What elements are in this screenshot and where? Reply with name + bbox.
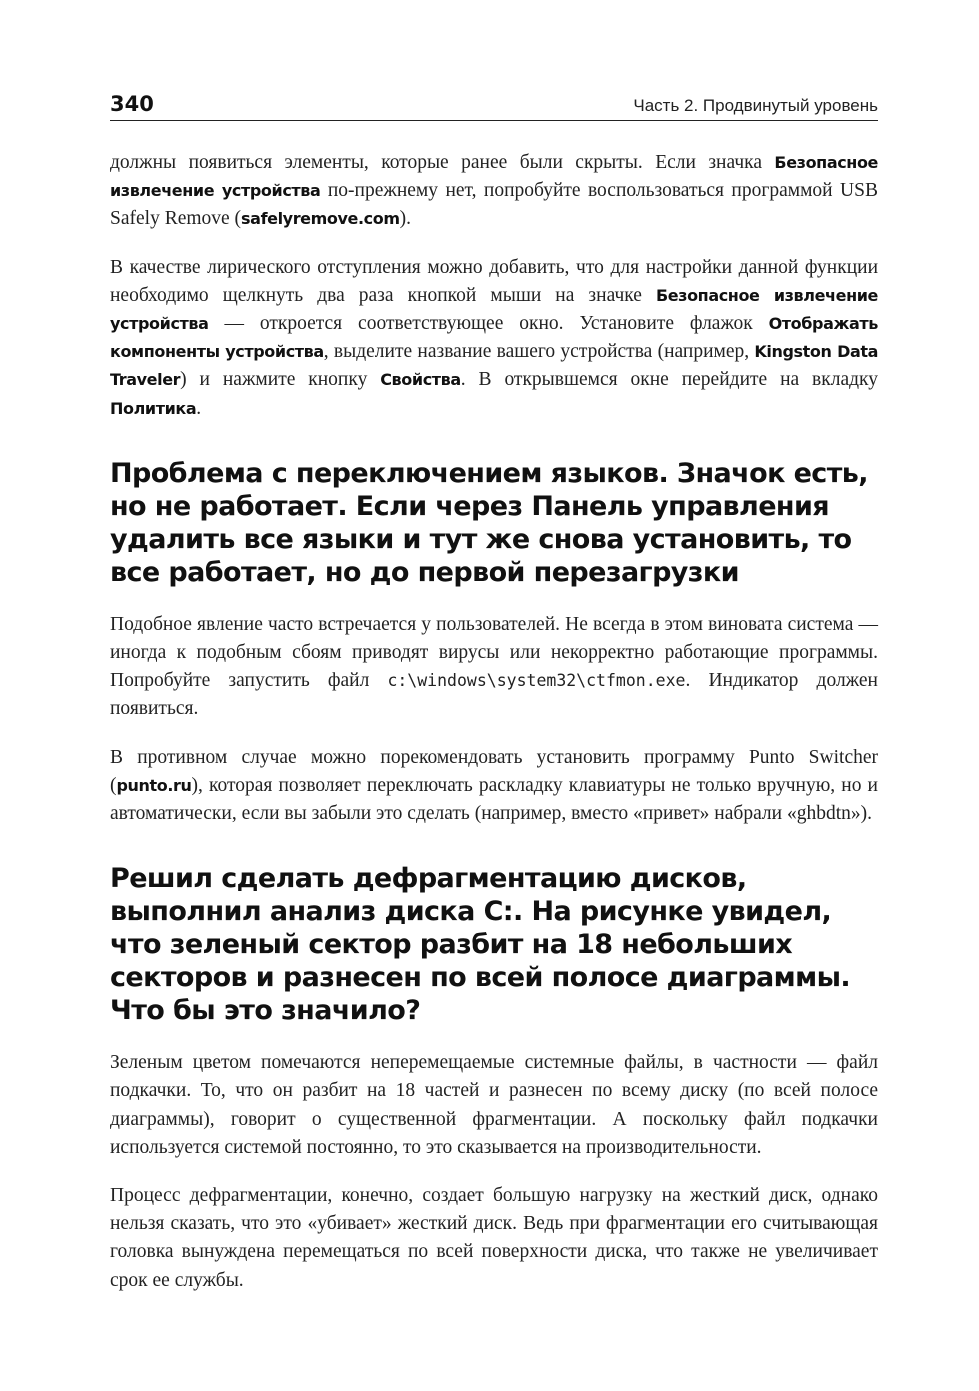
text-run: должны появиться элементы, которые ранее были скрыты. Если значка [110,152,775,173]
page-number: 340 [110,92,154,116]
paragraph [110,1182,878,1295]
text-run: . В открывшемся окне перейдите на вкладку [460,369,878,391]
bold-term: Политика [110,398,197,418]
section-heading: Проблема с переключением языков. Значок есть, но не работает. Если через Панель управления удалить все языки и тут же снова установить, то все работает, но до первой перезагрузки [110,457,868,588]
text-run: ), которая позволяет переключать раскладку клавиатуры не только вручную, но и автоматически, если вы забыли это сделать (например, вместо «привет» набрали «ghbdtn»). [110,774,878,825]
bold-term: Отображать компоненты устройства [110,314,878,362]
text-run: — откроется соответствующее окно. Установите флажок [208,313,769,335]
file-path: c:\windows\system32\ctfmon.exe [387,671,686,691]
bold-term: safelyremove.com [241,209,400,229]
bold-term: Kingston Data Traveler [110,342,878,390]
text-run: . Индикатор должен появиться. [110,670,878,720]
text-run: Зеленым цветом помечаются неперемещаемые системные файлы, в частности — файл подкачки. То, что он разбит на 18 частей и разнесен по всему диску (по всей полосе диаграммы), говорит о существенной фрагментации. А поскольку файл подкачки используется системой постоянно, то это сказывается на производительности. [110,1052,878,1158]
text-run: В противном случае можно порекомендовать установить программу Punto Switcher ( [110,746,878,796]
text-run: по-прежнему нет, попробуйте воспользоваться программой USB Safely Remove ( [110,180,878,230]
page-content [110,149,878,1295]
text-run: Процесс дефрагментации, конечно, создает большую нагрузку на жесткий диск, однако нельзя сказать, что это «убивает» жесткий диск. Ведь при фрагментации его считывающая головка вынуждена перемещаться по всей поверхности диска, что также не увеличивает срок ее службы. [110,1185,878,1291]
text-run: Подобное явление часто встречается у пользователей. Не всегда в этом виновата система — иногда к подобным сбоям приводят вирусы или некорректно работающие программы. Попробуйте запустить файл [110,613,878,692]
paragraph [110,611,878,724]
chapter-title: Часть 2. Продвинутый уровень [633,96,878,115]
paragraph [110,149,878,234]
paragraph [110,744,878,829]
text-run: . [196,397,202,419]
text-run: ) и нажмите кнопку [180,369,381,391]
text-run: В качестве лирического отступления можно добавить, что для настройки данной функции необходимо щелкнуть два раза кнопкой мыши на значке [110,256,878,306]
running-header [110,88,878,121]
paragraph [110,1049,878,1162]
bold-term: Безопасное извлечение устройства [110,153,878,201]
paragraph [110,254,878,423]
book-page [110,88,878,1315]
bold-term: punto.ru [116,775,192,795]
text-run: ). [399,208,411,230]
text-run: , выделите название вашего устройства (например, [323,341,755,363]
section-heading: Решил сделать дефрагментацию дисков, выполнил анализ диска С:. На рисунке увидел, что зеленый сектор разбит на 18 небольших секторов и разнесен по всей полосе диаграммы. Что бы это значило? [110,863,851,1027]
bold-term: Свойства [380,370,461,390]
bold-term: Безопасное извлечение устройства [110,285,878,334]
